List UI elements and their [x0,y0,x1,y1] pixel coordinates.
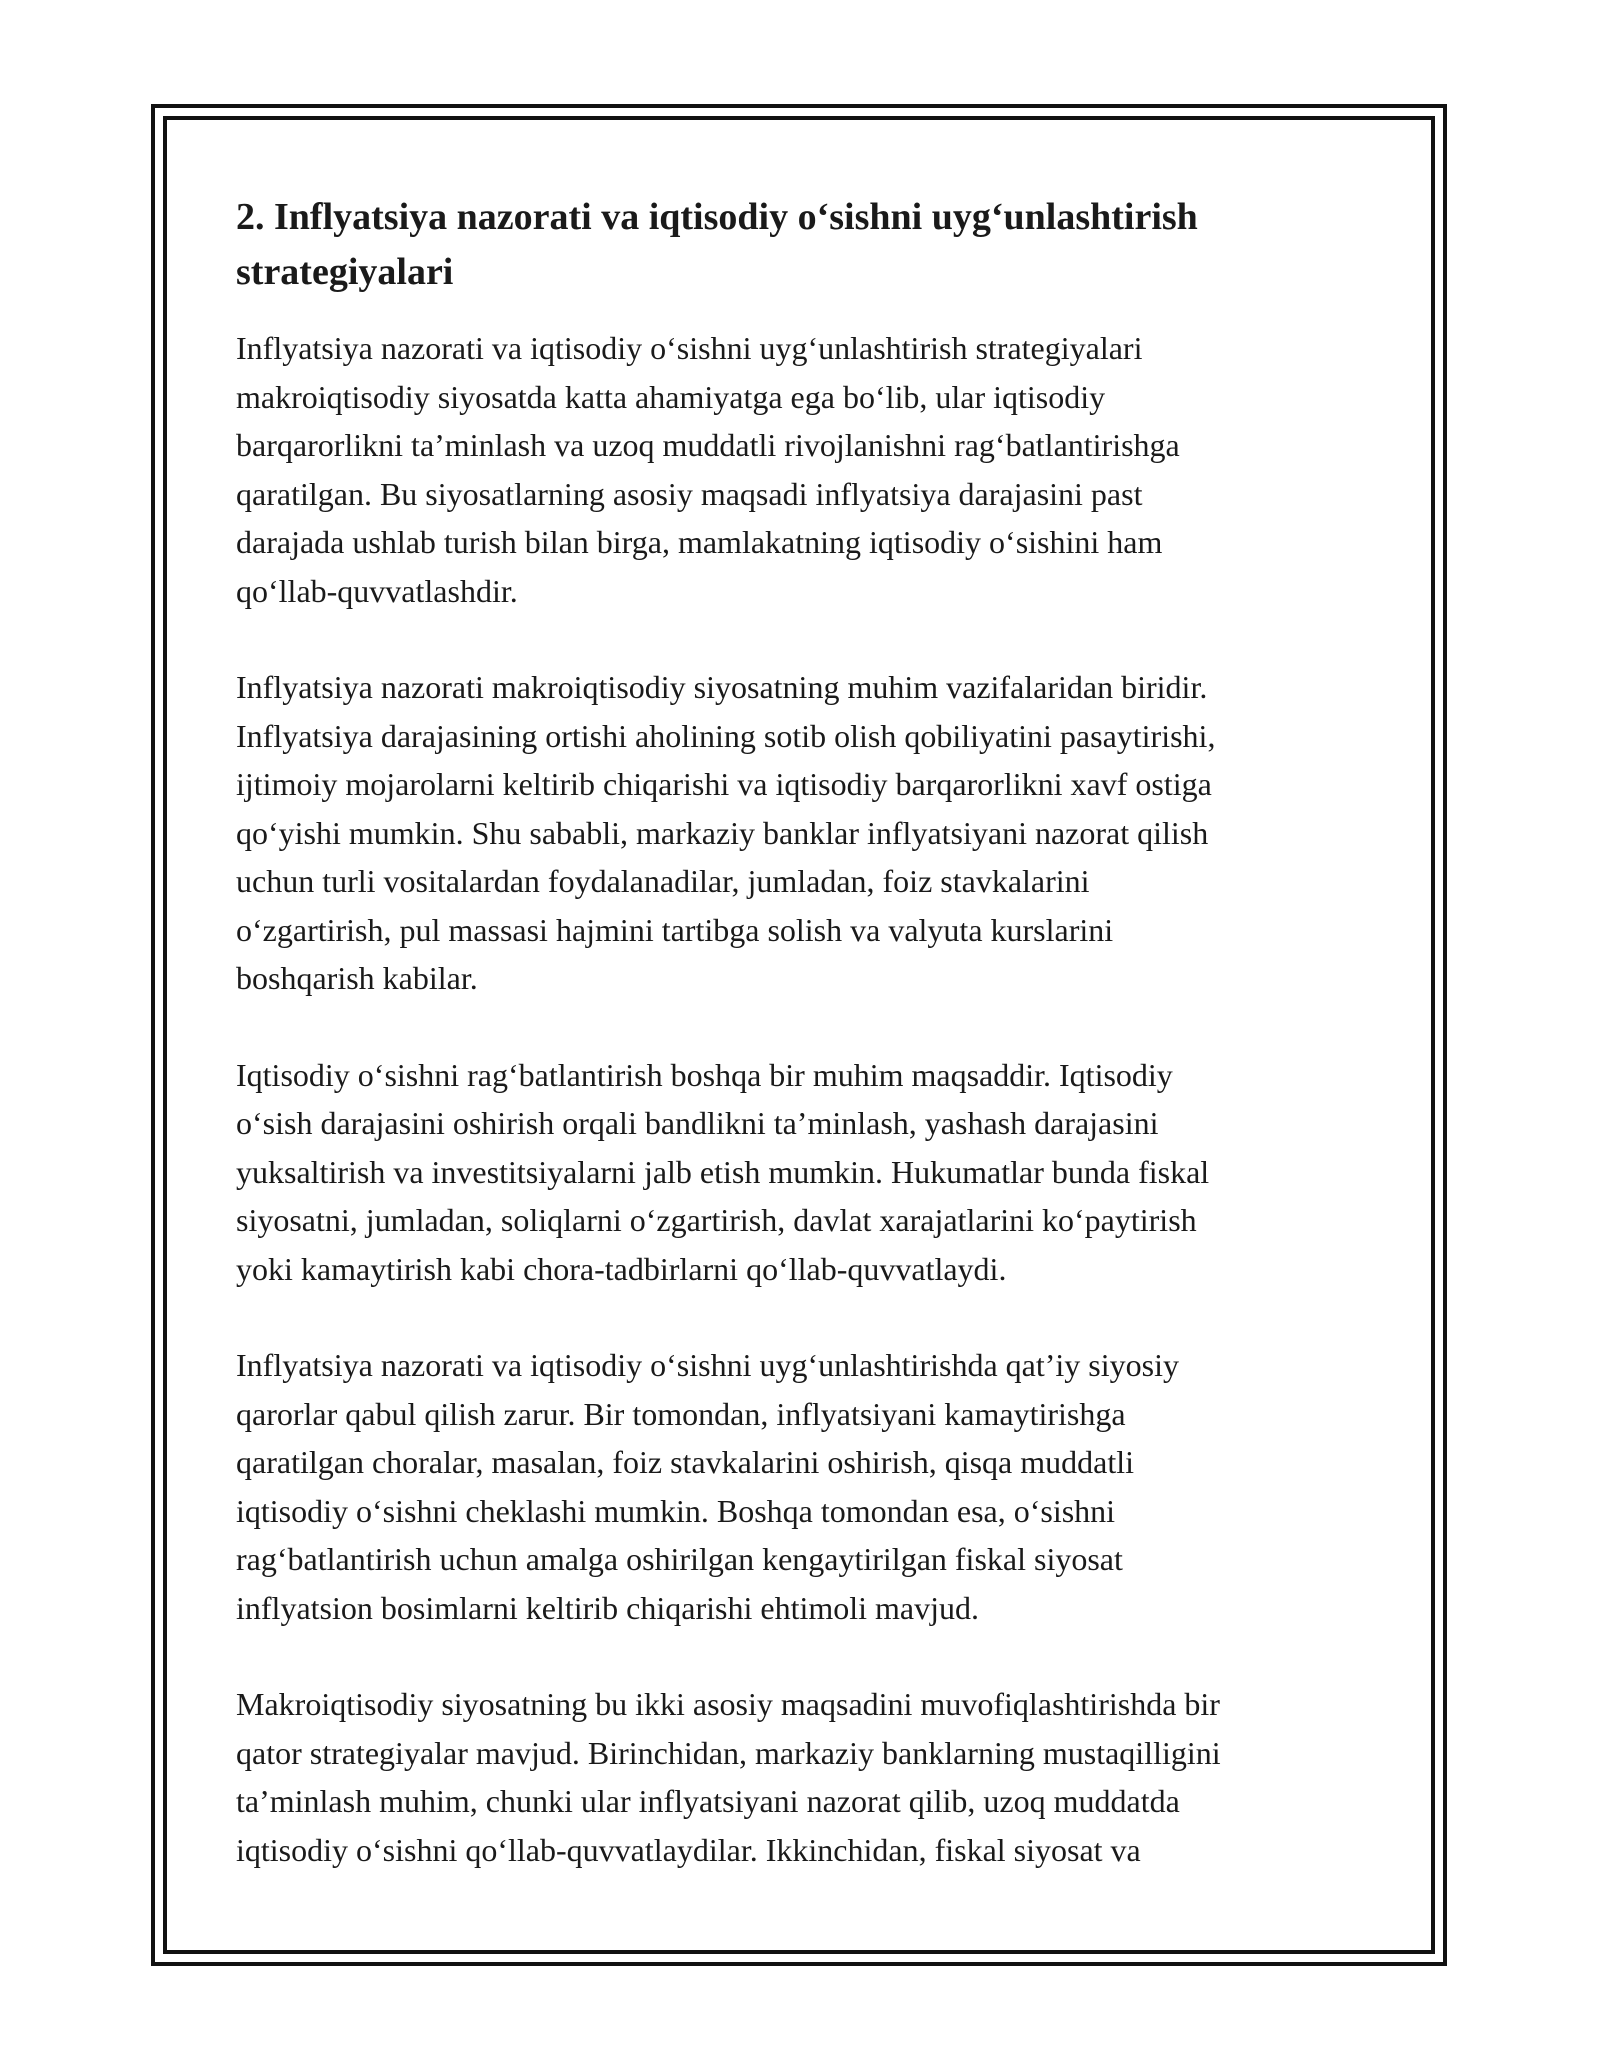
paragraph-line: ijtimoiy mojarolarni keltirib chiqarishi va iqtisodiy barqarorlikni xavf ostiga [236,766,1212,802]
paragraph-line: Inflyatsiya nazorati va iqtisodiy o‘sishni uyg‘unlashtirish strategiyalari [236,330,1143,366]
paragraph-line: o‘sish darajasini oshirish orqali bandlikni ta’minlash, yashash darajasini [236,1105,1159,1141]
paragraph-line: boshqarish kabilar. [236,960,478,996]
paragraph-line: qaratilgan. Bu siyosatlarning asosiy maqsadi inflyatsiya darajasini past [236,475,1143,512]
paragraph-line: qarorlar qabul qilish zarur. Bir tomondan, inflyatsiyani kamaytirishga [236,1395,1126,1432]
paragraph-line: ta’minlash muhim, chunki ular inflyatsiyani nazorat qilib, uzoq muddatda [236,1783,1180,1819]
paragraph [236,324,1376,615]
paragraph-line: Iqtisodiy o‘sishni rag‘batlantirish boshqa bir muhim maqsaddir. Iqtisodiy [236,1056,1173,1093]
paragraph [236,1051,1376,1294]
paragraph [236,1680,1376,1874]
paragraph-line: darajada ushlab turish bilan birga, mamlakatning iqtisodiy o‘sishini ham [236,524,1163,560]
paragraph-line: yoki kamaytirish kabi chora-tadbirlarni qo‘llab-quvvatlaydi. [236,1250,1007,1287]
paragraph-list [236,324,1376,1874]
paragraph-line: qo‘llab-quvvatlashdir. [236,572,518,609]
paragraph-line: rag‘batlantirish uchun amalga oshirilgan kengaytirilgan fiskal siyosat [236,1541,1123,1577]
section-heading: 2. Inflyatsiya nazorati va iqtisodiy o‘sishni uyg‘unlashtirish strategiyalari [236,196,1198,293]
paragraph-line: Inflyatsiya darajasining ortishi aholining sotib olish qobiliyatini pasaytirishi, [236,717,1216,754]
paragraph-line: o‘zgartirish, pul massasi hajmini tartibga solish va valyuta kurslarini [236,911,1114,948]
paragraph-line: Inflyatsiya nazorati makroiqtisodiy siyosatning muhim vazifalaridan biridir. [236,669,1208,705]
paragraph-line: Inflyatsiya nazorati va iqtisodiy o‘sishni uyg‘unlashtirishda qat’iy siyosiy [236,1347,1179,1383]
paragraph-line: barqarorlikni ta’minlash va uzoq muddatli rivojlanishni rag‘batlantirishga [236,427,1180,463]
document-body [236,190,1376,1922]
paragraph-line: qaratilgan choralar, masalan, foiz stavkalarini oshirish, qisqa muddatli [236,1444,1134,1480]
paragraph-line: yuksaltirish va investitsiyalarni jalb etish mumkin. Hukumatlar bunda fiskal [236,1153,1210,1190]
paragraph-line: qo‘yishi mumkin. Shu sababli, markaziy banklar inflyatsiyani nazorat qilish [236,814,1209,851]
paragraph [236,1341,1376,1632]
paragraph [236,663,1376,1003]
paragraph-line: inflyatsion bosimlarni keltirib chiqarishi ehtimoli mavjud. [236,1589,979,1626]
paragraph-line: iqtisodiy o‘sishni cheklashi mumkin. Boshqa tomondan esa, o‘sishni [236,1492,1116,1529]
paragraph-line: makroiqtisodiy siyosatda katta ahamiyatga ega bo‘lib, ular iqtisodiy [236,378,1106,415]
paragraph-line: qator strategiyalar mavjud. Birinchidan, markaziy banklarning mustaqilligini [236,1734,1221,1771]
paragraph-line: iqtisodiy o‘sishni qo‘llab-quvvatlaydilar. Ikkinchidan, fiskal siyosat va [236,1831,1141,1868]
paragraph-line: siyosatni, jumladan, soliqlarni o‘zgartirish, davlat xarajatlarini ko‘paytirish [236,1202,1197,1238]
paragraph-line: uchun turli vositalardan foydalanadilar, jumladan, foiz stavkalarini [236,863,1090,899]
paragraph-line: Makroiqtisodiy siyosatning bu ikki asosiy maqsadini muvofiqlashtirishda bir [236,1686,1220,1722]
